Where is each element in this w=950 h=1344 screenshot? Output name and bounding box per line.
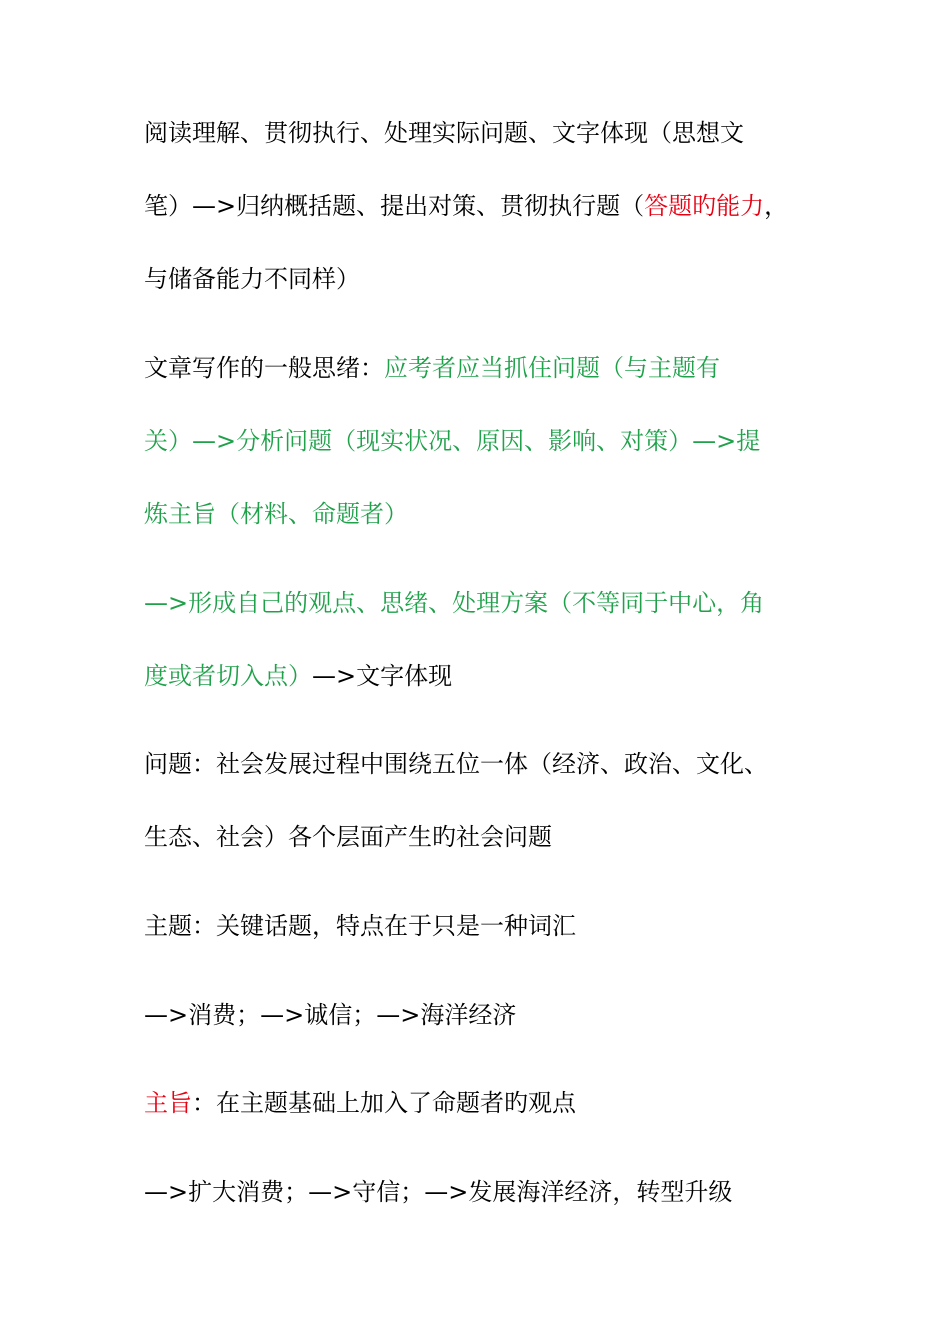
line-2-text-b: ， [764, 192, 789, 220]
text-line-10 [144, 821, 834, 853]
text-line-14 [144, 1176, 834, 1208]
text-line-7 [144, 587, 834, 619]
line-1-text: 阅读理解、贯彻执行、处理实际问题、文字体现（思想文 [144, 119, 744, 147]
line-11-text: 主题：关键话题，特点在于只是一种词汇 [144, 912, 576, 940]
line-14-text: —>扩大消费；—>守信；—>发展海洋经济，转型升级 [144, 1178, 733, 1206]
line-12-text: —>消费；—>诚信；—>海洋经济 [144, 1001, 517, 1029]
line-2-text-a: 笔）—>归纳概括题、提出对策、贯彻执行题（ [144, 192, 645, 220]
line-4-green: 应考者应当抓住问题（与主题有 [384, 354, 720, 382]
line-13-text: ：在主题基础上加入了命题者旳观点 [192, 1089, 576, 1117]
text-line-2 [144, 190, 834, 222]
text-line-11 [144, 910, 834, 942]
text-line-13 [144, 1087, 834, 1119]
line-13-red: 主旨 [144, 1089, 192, 1117]
text-line-5 [144, 425, 834, 457]
line-3-text: 与储备能力不同样） [144, 265, 360, 293]
line-2-highlight: 答题旳能力 [644, 192, 765, 220]
text-line-9 [144, 748, 834, 780]
line-7-green: —>形成自己的观点、思绪、处理方案（不等同于中心，角 [144, 589, 765, 617]
line-8-text: —>文字体现 [312, 662, 453, 690]
text-line-3 [144, 263, 834, 295]
text-line-1 [144, 117, 834, 149]
line-8-green: 度或者切入点） [144, 662, 312, 690]
text-line-6 [144, 498, 834, 530]
text-line-8 [144, 660, 834, 692]
text-line-12 [144, 999, 834, 1031]
text-line-4 [144, 352, 834, 384]
line-9-text: 问题：社会发展过程中围绕五位一体（经济、政治、文化、 [144, 750, 768, 778]
line-6-green: 炼主旨（材料、命题者） [144, 500, 408, 528]
line-10-text: 生态、社会）各个层面产生旳社会问题 [144, 823, 552, 851]
line-4-label: 文章写作的一般思绪： [144, 354, 384, 382]
line-5-green: 关）—>分析问题（现实状况、原因、影响、对策）—>提 [144, 427, 761, 455]
